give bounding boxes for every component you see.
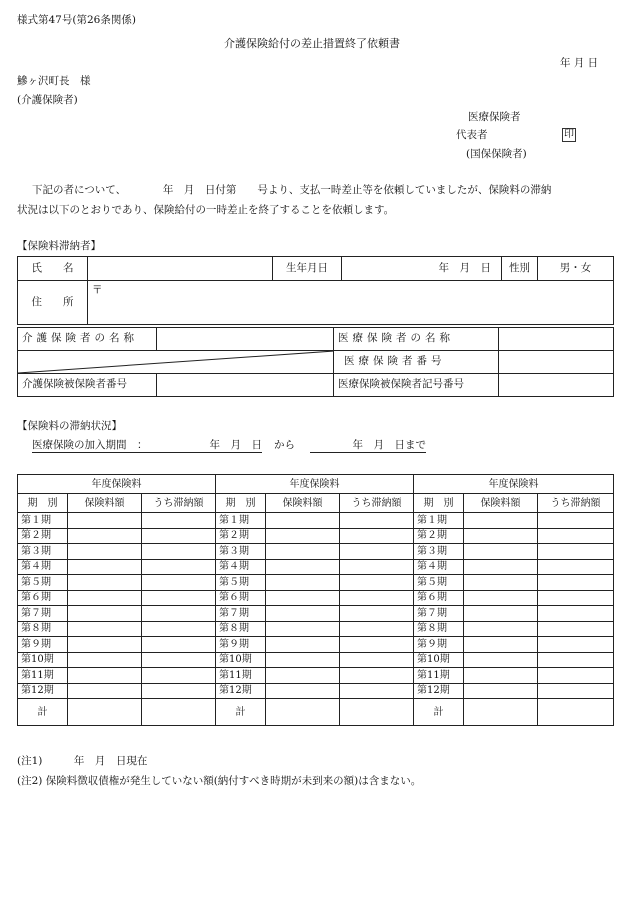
period-label: 第１期 [18,513,68,529]
period-label: 第10期 [216,652,266,668]
total-amount-1 [68,699,142,726]
period-label: 第５期 [216,575,266,591]
col-amount-2: 保険料額 [266,494,340,513]
total-label-3: 計 [414,699,464,726]
arrears-amount-cell [340,544,414,560]
arrears-amount-cell [538,575,614,591]
premium-amount-cell [68,621,142,637]
arrears-amount-cell [142,528,216,544]
premium-amount-cell [68,606,142,622]
total-amount-3 [464,699,538,726]
arrears-amount-cell [142,559,216,575]
arrears-amount-cell [142,637,216,653]
table-row [18,575,614,591]
col-period-2: 期 別 [216,494,266,513]
period-label: 第11期 [18,668,68,684]
period-label: 第４期 [216,559,266,575]
period-label: 第12期 [414,683,464,699]
premium-amount-cell [266,528,340,544]
total-label-2: 計 [216,699,266,726]
arrears-amount-cell [142,652,216,668]
sender-representative: 代表者 [456,129,488,141]
dob-label: 生年月日 [273,257,342,281]
table-row [18,513,614,529]
addressee-sub: (介護保険者) [17,94,78,106]
period-label: 第２期 [18,528,68,544]
period-label: 第９期 [216,637,266,653]
enrollment-period-label: 医療保険の加入期間 ： [32,439,148,451]
period-label: 第12期 [18,683,68,699]
table-row [18,559,614,575]
period-label: 第９期 [414,637,464,653]
table-row [18,544,614,560]
premium-amount-cell [266,606,340,622]
premium-amount-cell [464,575,538,591]
arrears-amount-cell [142,606,216,622]
col-arrears-2: うち滞納額 [340,494,414,513]
table-row [18,652,614,668]
total-label-1: 計 [18,699,68,726]
period-label: 第10期 [18,652,68,668]
diagonal-strike [18,351,334,373]
form-number: 様式第47号(第26条関係) [17,14,136,26]
year-header-2: 年度保険料 [216,475,414,494]
period-label: 第５期 [414,575,464,591]
premium-amount-cell [266,683,340,699]
year-header-3: 年度保険料 [414,475,614,494]
period-label: 第12期 [216,683,266,699]
total-arrears-1 [142,699,216,726]
col-amount-3: 保険料額 [464,494,538,513]
total-row [18,699,614,726]
insurer-table [17,327,614,397]
premium-amount-cell [464,606,538,622]
period-label: 第３期 [216,544,266,560]
table-row [18,374,614,397]
arrears-amount-cell [340,652,414,668]
arrears-amount-cell [538,606,614,622]
premium-payment-table [17,474,614,726]
enrollment-period-to: 年 月 日まで [310,440,426,453]
premium-amount-cell [464,683,538,699]
medical-insurer-name-value [499,328,614,351]
arrears-amount-cell [340,513,414,529]
arrears-amount-cell [340,528,414,544]
delinquent-person-table [17,256,614,325]
table-row [18,281,614,325]
arrears-amount-cell [142,544,216,560]
period-label: 第11期 [216,668,266,684]
col-arrears-1: うち滞納額 [142,494,216,513]
premium-amount-cell [464,544,538,560]
period-label: 第８期 [216,621,266,637]
premium-amount-cell [68,528,142,544]
note-1: (注1) 年 月 日現在 [17,755,148,767]
addressee: 鰺ヶ沢町長 様 [17,75,91,87]
period-rows [18,513,614,699]
arrears-amount-cell [538,559,614,575]
period-label: 第10期 [414,652,464,668]
period-label: 第７期 [414,606,464,622]
premium-amount-cell [464,652,538,668]
table-row [18,590,614,606]
period-label: 第４期 [18,559,68,575]
premium-amount-cell [68,590,142,606]
arrears-amount-cell [340,683,414,699]
name-label: 氏 名 [18,257,88,281]
medical-insurer-no-label: 医療保険者番号 [334,351,499,374]
sex-value: 男・女 [538,257,614,281]
postal-mark: 〒 [92,284,103,296]
period-label: 第２期 [414,528,464,544]
arrears-amount-cell [538,652,614,668]
sender-org: 医療保険者 [468,111,521,123]
period-label: 第６期 [414,590,464,606]
sex-label: 性別 [502,257,538,281]
premium-amount-cell [266,559,340,575]
arrears-amount-cell [538,513,614,529]
arrears-amount-cell [340,668,414,684]
period-label: 第８期 [18,621,68,637]
table-row [18,528,614,544]
document-title: 介護保険給付の差止措置終了依頼書 [224,37,400,50]
arrears-amount-cell [340,590,414,606]
period-label: 第７期 [216,606,266,622]
address-label: 住 所 [18,281,88,325]
arrears-amount-cell [142,668,216,684]
period-label: 第１期 [216,513,266,529]
seal-label: 印 [564,129,574,140]
premium-amount-cell [266,590,340,606]
table-row [18,637,614,653]
period-label: 第６期 [18,590,68,606]
medical-insured-no-label: 医療保険被保険者記号番号 [334,374,499,397]
premium-amount-cell [266,544,340,560]
col-arrears-3: うち滞納額 [538,494,614,513]
arrears-amount-cell [142,621,216,637]
total-arrears-2 [340,699,414,726]
total-arrears-3 [538,699,614,726]
premium-amount-cell [68,575,142,591]
arrears-amount-cell [538,621,614,637]
premium-amount-cell [266,513,340,529]
premium-amount-cell [464,668,538,684]
premium-amount-cell [464,637,538,653]
premium-amount-cell [464,528,538,544]
year-header-1: 年度保険料 [18,475,216,494]
medical-insurer-no-value [499,351,614,374]
dob-value: 年 月 日 [342,257,502,281]
medical-insured-no-value [499,374,614,397]
period-label: 第３期 [18,544,68,560]
section-heading-arrears: 【保険料の滞納状況】 [17,420,122,432]
address-value [88,281,614,325]
period-label: 第５期 [18,575,68,591]
period-label: 第７期 [18,606,68,622]
table-row [18,621,614,637]
period-label: 第１期 [414,513,464,529]
arrears-amount-cell [142,683,216,699]
arrears-amount-cell [538,668,614,684]
col-period-1: 期 別 [18,494,68,513]
sender-sub: (国保保険者) [466,148,527,160]
premium-amount-cell [68,683,142,699]
total-amount-2 [266,699,340,726]
care-insured-no-label: 介護保険被保険者番号 [18,374,157,397]
note-2: (注2) 保険料徴収債権が発生していない額(納付すべき時期が未到来の額)は含まない。 [17,775,422,787]
col-period-3: 期 別 [414,494,464,513]
arrears-amount-cell [340,559,414,575]
document-date: 年 月 日 [560,57,599,69]
care-insurer-name-label: 介護保険者の名称 [18,328,157,351]
diagonal-blank-cell [18,351,334,374]
enrollment-period-from: 年 月 日 [132,440,262,453]
arrears-amount-cell [142,513,216,529]
table-row [18,475,614,494]
body-text-line1: 下記の者について、 年 月 日付第 号より、支払一時差止等を依頼していましたが、保険料の滞納 [32,184,552,196]
table-row [18,683,614,699]
table-row [18,668,614,684]
arrears-amount-cell [142,575,216,591]
premium-amount-cell [68,513,142,529]
premium-amount-cell [68,637,142,653]
medical-insurer-name-label: 医療保険者の名称 [334,328,499,351]
arrears-amount-cell [340,621,414,637]
body-text-line2: 状況は以下のとおりであり、保険給付の一時差止を終了することを依頼します。 [17,204,395,216]
arrears-amount-cell [340,637,414,653]
period-label: 第３期 [414,544,464,560]
arrears-amount-cell [538,637,614,653]
premium-amount-cell [68,544,142,560]
care-insurer-name-value [157,328,334,351]
premium-amount-cell [68,668,142,684]
table-row [18,351,614,374]
seal-mark [562,128,576,142]
arrears-amount-cell [340,575,414,591]
arrears-amount-cell [340,606,414,622]
period-label: 第６期 [216,590,266,606]
premium-amount-cell [464,621,538,637]
table-row [18,257,614,281]
premium-amount-cell [464,513,538,529]
period-label: 第２期 [216,528,266,544]
premium-amount-cell [68,652,142,668]
arrears-amount-cell [538,683,614,699]
premium-amount-cell [266,652,340,668]
period-label: 第８期 [414,621,464,637]
premium-amount-cell [266,575,340,591]
care-insured-no-value [157,374,334,397]
col-amount-1: 保険料額 [68,494,142,513]
period-label: 第４期 [414,559,464,575]
period-label: 第11期 [414,668,464,684]
premium-amount-cell [464,590,538,606]
premium-amount-cell [266,637,340,653]
period-label: 第９期 [18,637,68,653]
premium-amount-cell [68,559,142,575]
enrollment-period-from-suffix: から [274,439,295,451]
section-heading-delinquent: 【保険料滞納者】 [17,240,101,252]
premium-amount-cell [266,668,340,684]
arrears-amount-cell [538,590,614,606]
premium-amount-cell [266,621,340,637]
table-row [18,328,614,351]
arrears-amount-cell [142,590,216,606]
arrears-amount-cell [538,528,614,544]
arrears-amount-cell [538,544,614,560]
table-row [18,494,614,513]
premium-amount-cell [464,559,538,575]
table-row [18,606,614,622]
name-value [88,257,273,281]
